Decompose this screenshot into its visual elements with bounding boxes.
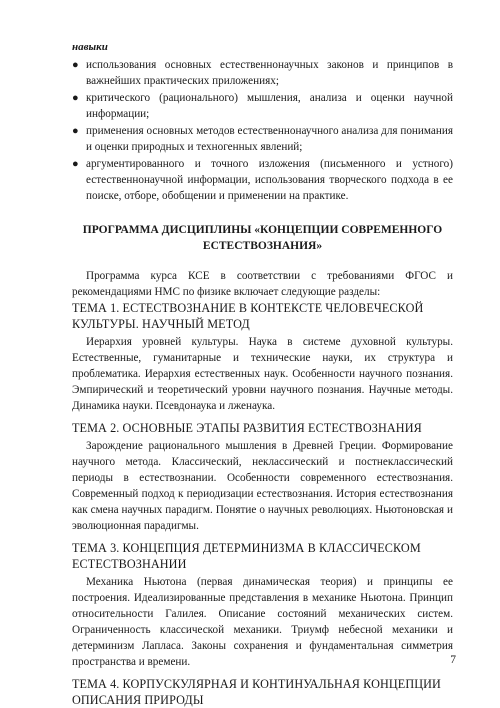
page-number: 7 xyxy=(450,654,456,666)
theme-1-body: Иерархия уровней культуры. Наука в системе духовной культуры. Естественные, гуманитарные и технические науки, их структура и проблематика. Иерархия естественных наук. Особенности научного познания. Эмпирический и теоретический уровни научного познания. Научные методы. Динамика науки. Псевдонаука и лженаука. xyxy=(72,336,453,412)
bullet-icon: ● xyxy=(72,59,79,71)
program-title: ПРОГРАММА ДИСЦИПЛИНЫ «КОНЦЕПЦИИ СОВРЕМЕННОГО ЕСТЕСТВОЗНАНИЯ» xyxy=(82,224,443,252)
theme-3-body: Механика Ньютона (первая динамическая теория) и принципы ее построения. Идеализированные представления в механике Ньютона. Принцип относительности Галилея. Описание состояний механических систем. Ограниченность классической механики. Триумф небесной механики и детерминизм Лапласа. Законы сохранения и фундаментальная симметрия пространства и времени. xyxy=(72,576,453,668)
bullet-icon: ● xyxy=(72,158,79,170)
list-item-text: критического (рационального) мышления, анализа и оценки научной информации; xyxy=(86,92,453,120)
list-item xyxy=(72,156,453,204)
theme-3-title: ТЕМА 3. КОНЦЕПЦИЯ ДЕТЕРМИНИЗМА В КЛАССИЧЕСКОМ ЕСТЕСТВОЗНАНИИ xyxy=(72,541,421,571)
list-item-text: аргументированного и точного изложения (письменного и устного) естественнонаучной информации, использования творческого подхода в ее поиске, отборе, обобщении и применении на практике. xyxy=(86,158,453,202)
list-item-text: применения основных методов естественнонаучного анализа для понимания и оценки природных и техногенных явлений; xyxy=(86,125,453,153)
bullet-icon: ● xyxy=(72,125,79,137)
theme-4-title: ТЕМА 4. КОРПУСКУЛЯРНАЯ И КОНТИНУАЛЬНАЯ КОНЦЕПЦИИ ОПИСАНИЯ ПРИРОДЫ xyxy=(72,677,441,707)
list-item-text: использования основных естественнонаучных законов и принципов в важнейших практических приложениях; xyxy=(86,59,453,87)
theme-2-body: Зарождение рационального мышления в Древней Греции. Формирование научного метода. Классический, неклассический и постнеклассический периоды в естествознании. Особенности современного естествознания. Современный подход к периодизации естествознания. История естествознания как смена научных парадигм. Понятие о научных революциях. Ньютоновская и эволюционная парадигмы. xyxy=(72,440,453,532)
intro-paragraph: Программа курса КСЕ в соответствии с требованиями ФГОС и рекомендациями НМС по физике включает следующие разделы: xyxy=(72,270,453,298)
list-item xyxy=(72,90,453,122)
bullet-icon: ● xyxy=(72,92,79,104)
list-item xyxy=(72,57,453,89)
skills-label: навыки xyxy=(72,41,108,53)
theme-1-title: ТЕМА 1. ЕСТЕСТВОЗНАНИЕ В КОНТЕКСТЕ ЧЕЛОВЕЧЕСКОЙ КУЛЬТУРЫ. НАУЧНЫЙ МЕТОД xyxy=(72,301,424,331)
theme-2-title: ТЕМА 2. ОСНОВНЫЕ ЭТАПЫ РАЗВИТИЯ ЕСТЕСТВОЗНАНИЯ xyxy=(72,421,422,435)
list-item xyxy=(72,123,453,155)
skills-list xyxy=(72,57,453,204)
